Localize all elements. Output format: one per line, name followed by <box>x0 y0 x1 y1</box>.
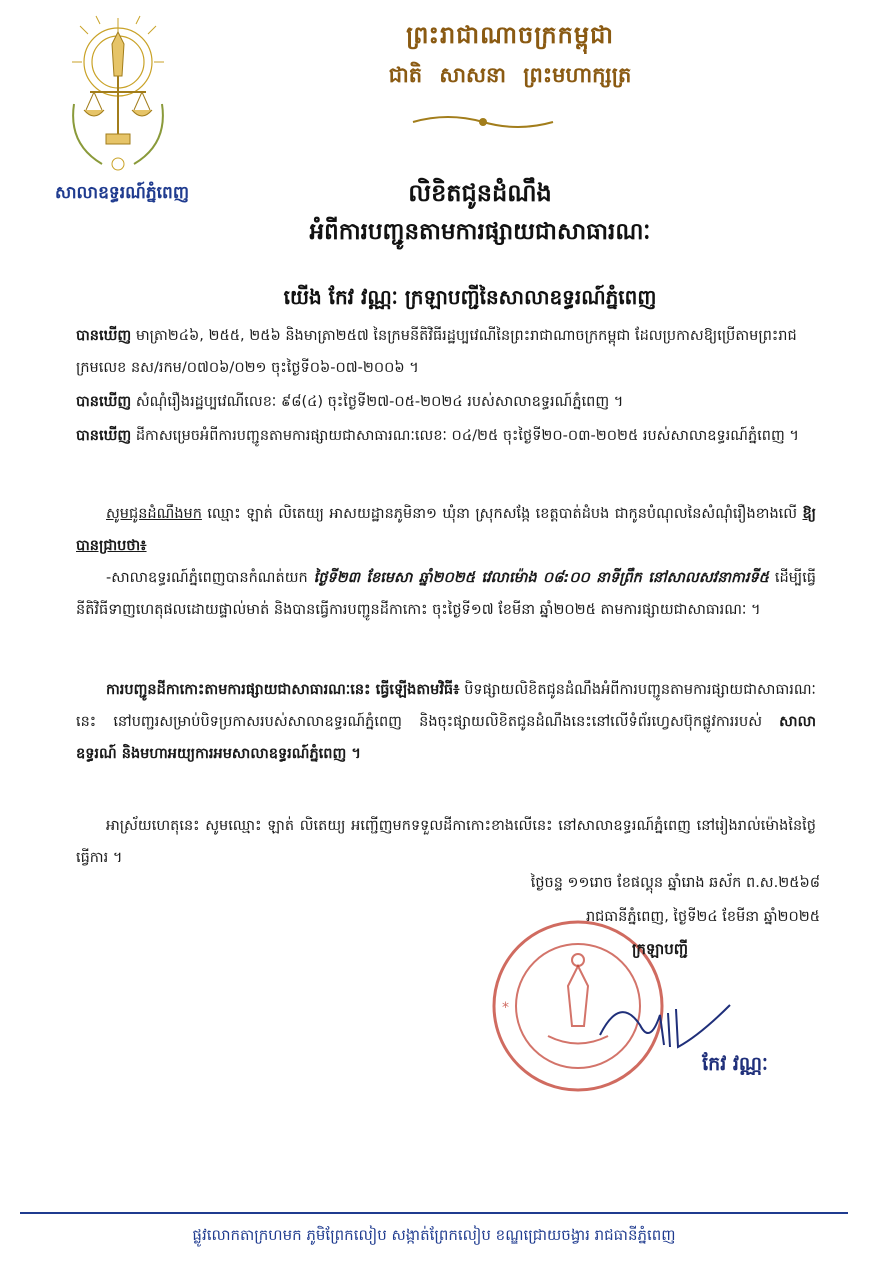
document-subtitle: អំពីការបញ្ជូនតាមការផ្សាយជាសាធារណៈ <box>309 219 651 245</box>
issuer-line: យើង កែវ វណ្ណៈ ក្រឡាបញ្ជីនៃសាលាឧទ្ធរណ៍ភ្នំពេញ <box>283 285 657 309</box>
paragraph-legal-basis-1 <box>76 320 816 384</box>
hearing-datetime: ថ្ងៃទី២៣ ខែមេសា ឆ្នាំ២០២៥ វេលាម៉ោង ០៨:០០ នាទីព្រឹក នៅសាលសវនាការទី៥ <box>313 570 769 586</box>
national-motto: ជាតិ សាសនា ព្រះមហាក្សត្រ <box>388 63 632 87</box>
paragraph-text: បិទផ្សាយលិខិតជូនដំណឹងអំពីការបញ្ជូនតាមការផ្សាយជាសាធារណៈនេះ នៅបញ្ជរសម្រាប់បិទប្រកាសរបស់សាលាឧទ្ធរណ៍ភ្នំពេញ និងចុះផ្សាយលិខិតជូនដំណឹងនេះនៅលើទំព័រហ្វេសប៊ុកផ្លូវការរបស់ <box>76 682 816 730</box>
document-title: លិខិតជូនដំណឹង <box>408 179 552 207</box>
signatory-name: កែវ វណ្ណៈ <box>702 1053 768 1075</box>
lead-seen: បានឃើញ <box>76 328 132 344</box>
paragraph-text: សំណុំរឿងរដ្ឋប្បវេណីលេខៈ ៩៨(៤) ចុះថ្ងៃទី២៧-០៥-២០២៤ របស់សាលាឧទ្ធរណ៍ភ្នំពេញ ។ <box>131 394 624 410</box>
paragraph-text: មាត្រា២៤៦, ២៥៥, ២៥៦ និងមាត្រា២៥៧ នៃក្រមនីតិវិធីរដ្ឋប្បវេណីនៃព្រះរាជាណាចក្រកម្ពុជា ដែលប្រកាសឱ្យប្រើតាមព្រះរាជក្រមលេខ នស/រកម/០៧០៦/០២១ ចុះថ្ងៃទី០៦-០៧-២០០៦ ។ <box>76 328 797 376</box>
date-lunar: ថ្ងៃចន្ទ ១១រោច ខែផល្គុន ឆ្នាំរោង ឆស័ក ព.ស.២៥៦៨ <box>530 875 820 891</box>
court-emblem-icon <box>62 14 174 179</box>
lead-method: ការបញ្ជូនដីកាកោះតាមការផ្សាយជាសាធារណៈនេះ ធ្វើឡើងតាមវិធី៖ <box>106 682 460 698</box>
signatory-title: ក្រឡាបញ្ជី <box>631 940 689 958</box>
paragraph-notification <box>76 498 816 562</box>
footer-address: ផ្លូវលោកតាក្រហមក ភូមិព្រែកលៀប សង្កាត់ព្រែកលៀប ខណ្ឌជ្រោយចង្វារ រាជធានីភ្នំពេញ <box>192 1226 676 1244</box>
lead-seen: បានឃើញ <box>76 428 132 444</box>
svg-text:*: * <box>502 1000 509 1016</box>
paragraph-legal-basis-3 <box>76 420 816 452</box>
paragraph-text: ដីកាសម្រេចអំពីការបញ្ជូនតាមការផ្សាយជាសាធារណៈលេខៈ ០៤/២៥ ចុះថ្ងៃទី២០-០៣-២០២៥ របស់សាលាឧទ្ធរណ៍ភ្នំពេញ ។ <box>131 428 799 444</box>
paragraph-conclusion <box>76 810 816 874</box>
paragraph-hearing <box>76 562 816 626</box>
lead-notify: សូមជូនដំណឹងមក <box>106 506 202 522</box>
lead-seen: បានឃើញ <box>76 394 132 410</box>
paragraph-legal-basis-2 <box>76 386 816 418</box>
paragraph-text: ឈ្មោះ ឡាត់ លិតេយ្យ អាសយដ្ឋានភូមិនា១ ឃុំនា ស្រុកសង្កែ ខេត្តបាត់ដំបង ជាកូនបំណុលនៃសំណុំរឿងខាងលើ <box>201 506 803 522</box>
ornament-divider-icon <box>408 112 558 132</box>
kingdom-heading: ព្រះរាជាណាចក្រកម្ពុជា <box>406 21 614 49</box>
court-facebook: សាលាឧទ្ធរណ៍ និងមហាអយ្យការអមសាលាឧទ្ធរណ៍ភ្នំពេញ ។ <box>76 714 816 762</box>
paragraph-text: -សាលាឧទ្ធរណ៍ភ្នំពេញបានកំណត់យក <box>106 570 314 586</box>
paragraph-method <box>76 674 816 770</box>
paragraph-text: ដើម្បីធ្វើនីតិវិធីទាញហេតុផលដោយផ្ទាល់មាត់ និងបានធ្វើការបញ្ជូនដីកាកោះ ចុះថ្ងៃទី១៧ ខែមីនា ឆ្នាំ២០២៥ តាមការផ្សាយជាសាធារណៈ ។ <box>76 570 816 618</box>
date-solar: រាជធានីភ្នំពេញ, ថ្ងៃទី២៤ ខែមីនា ឆ្នាំ២០២៥ <box>585 909 820 925</box>
lead-inform: ឱ្យបានជ្រាបថា៖ <box>76 506 816 554</box>
footer-divider <box>20 1212 848 1214</box>
court-name: សាលាឧទ្ធរណ៍ភ្នំពេញ <box>54 183 190 203</box>
paragraph-text: អាស្រ័យហេតុនេះ សូមឈ្មោះ ឡាត់ លិតេយ្យ អញ្ជើញមកទទួលដីកាកោះខាងលើនេះ នៅសាលាឧទ្ធរណ៍ភ្នំពេញ នៅរៀងរាល់ម៉ោងនៃថ្ងៃធ្វើការ ។ <box>76 818 816 866</box>
